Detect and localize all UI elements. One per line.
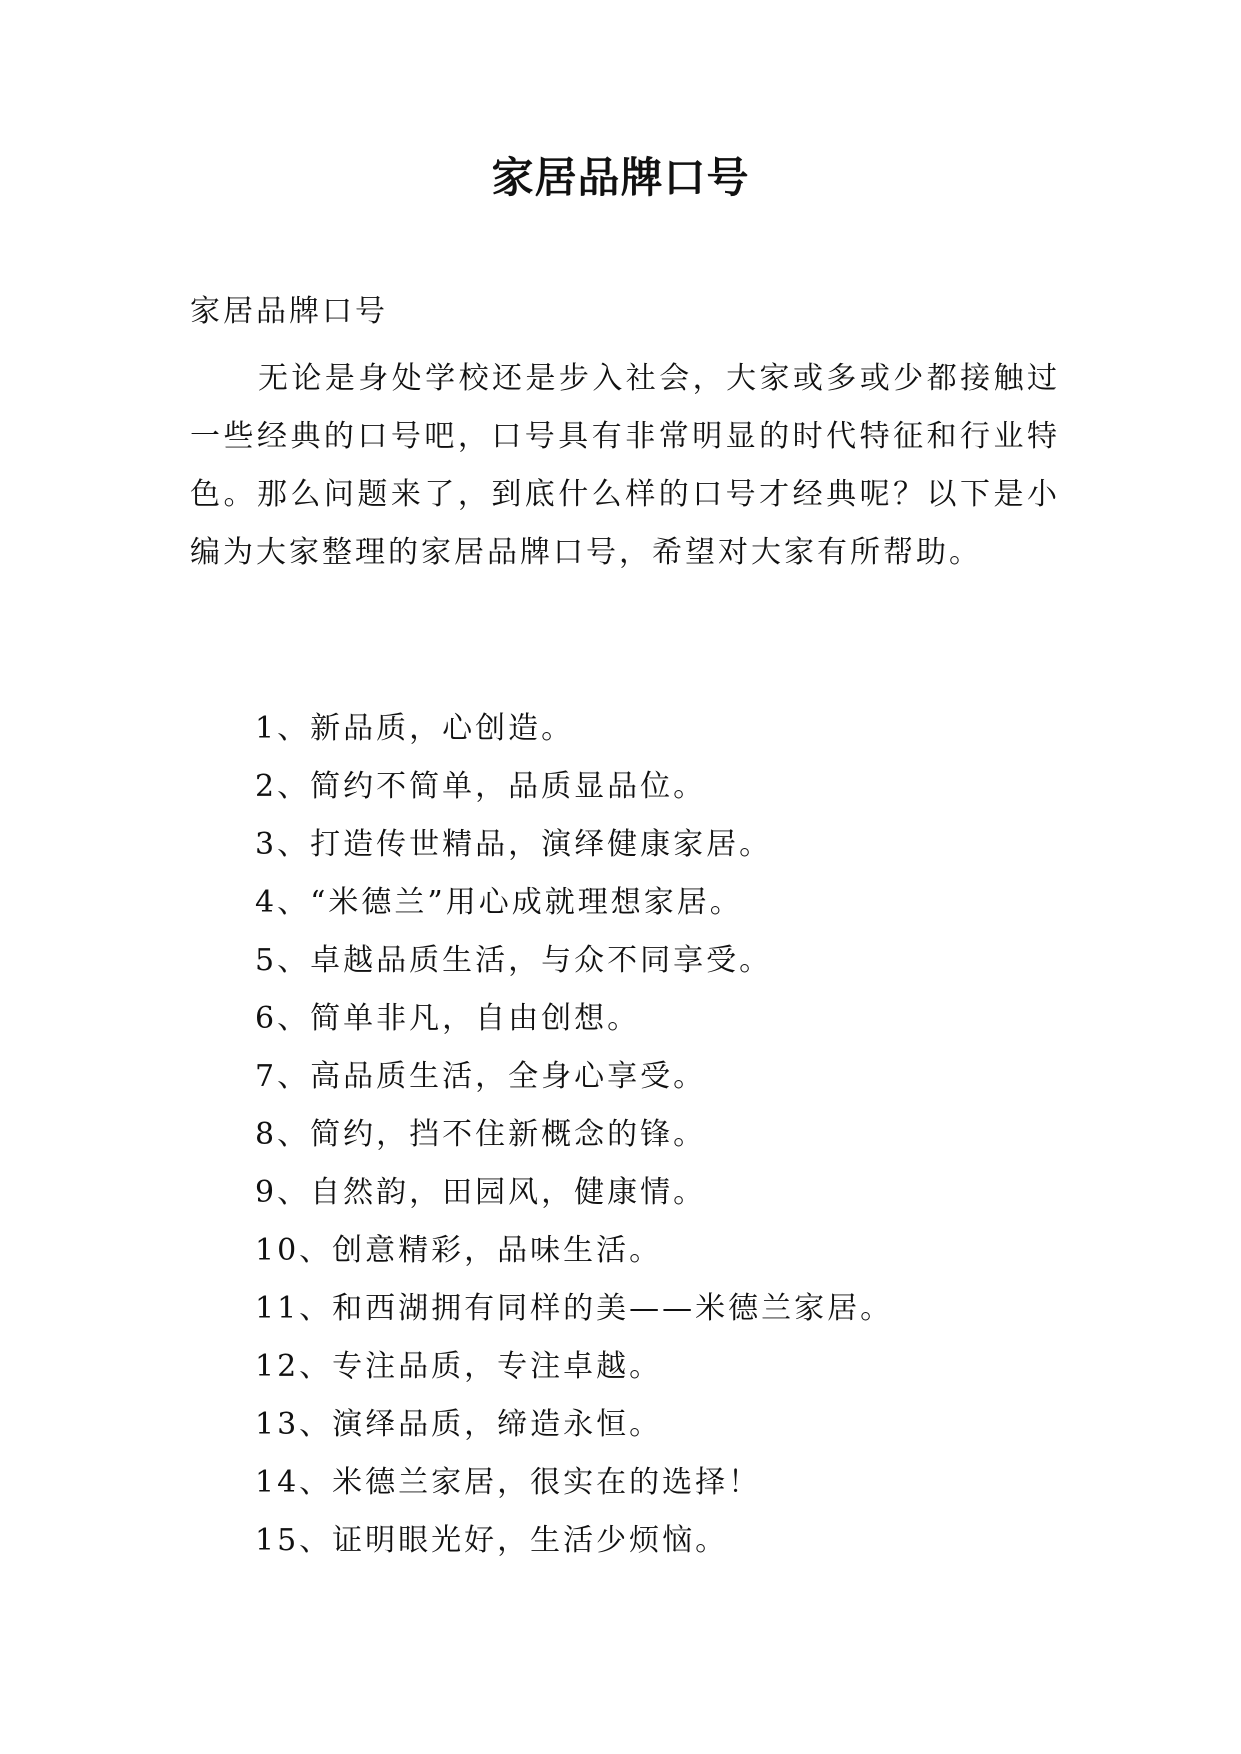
slogan-item: 3、打造传世精品，演绎健康家居。	[255, 827, 773, 862]
slogan-item: 4、“米德兰”用心成就理想家居。	[255, 885, 743, 920]
section-heading: 家居品牌口号	[190, 294, 388, 329]
slogan-item: 5、卓越品质生活，与众不同享受。	[255, 943, 773, 978]
slogan-item: 9、自然韵，田园风，健康情。	[255, 1175, 707, 1210]
slogan-item: 10、创意精彩，品味生活。	[255, 1233, 663, 1268]
slogan-item: 12、专注品质，专注卓越。	[255, 1349, 663, 1384]
intro-paragraph: 无论是身处学校还是步入社会，大家或多或少都接触过一些经典的口号吧，口号具有非常明显的时代特征和行业特色。那么问题来了，到底什么样的口号才经典呢？以下是小编为大家整理的家居品牌口号，希望对大家有所帮助。	[190, 361, 1060, 570]
slogan-list	[255, 700, 893, 1570]
slogan-item: 14、米德兰家居，很实在的选择！	[255, 1465, 762, 1500]
slogan-item: 6、简单非凡，自由创想。	[255, 1001, 641, 1036]
slogan-item: 8、简约，挡不住新概念的锋。	[255, 1117, 707, 1152]
slogan-item: 1、新品质，心创造。	[255, 711, 575, 746]
slogan-item: 13、演绎品质，缔造永恒。	[255, 1407, 663, 1442]
slogan-item: 7、高品质生活，全身心享受。	[255, 1059, 707, 1094]
document-title: 家居品牌口号	[491, 153, 750, 202]
slogan-item: 2、简约不简单，品质显品位。	[255, 769, 707, 804]
slogan-item: 15、证明眼光好，生活少烦恼。	[255, 1523, 729, 1558]
slogan-item: 11、和西湖拥有同样的美——米德兰家居。	[255, 1291, 894, 1326]
